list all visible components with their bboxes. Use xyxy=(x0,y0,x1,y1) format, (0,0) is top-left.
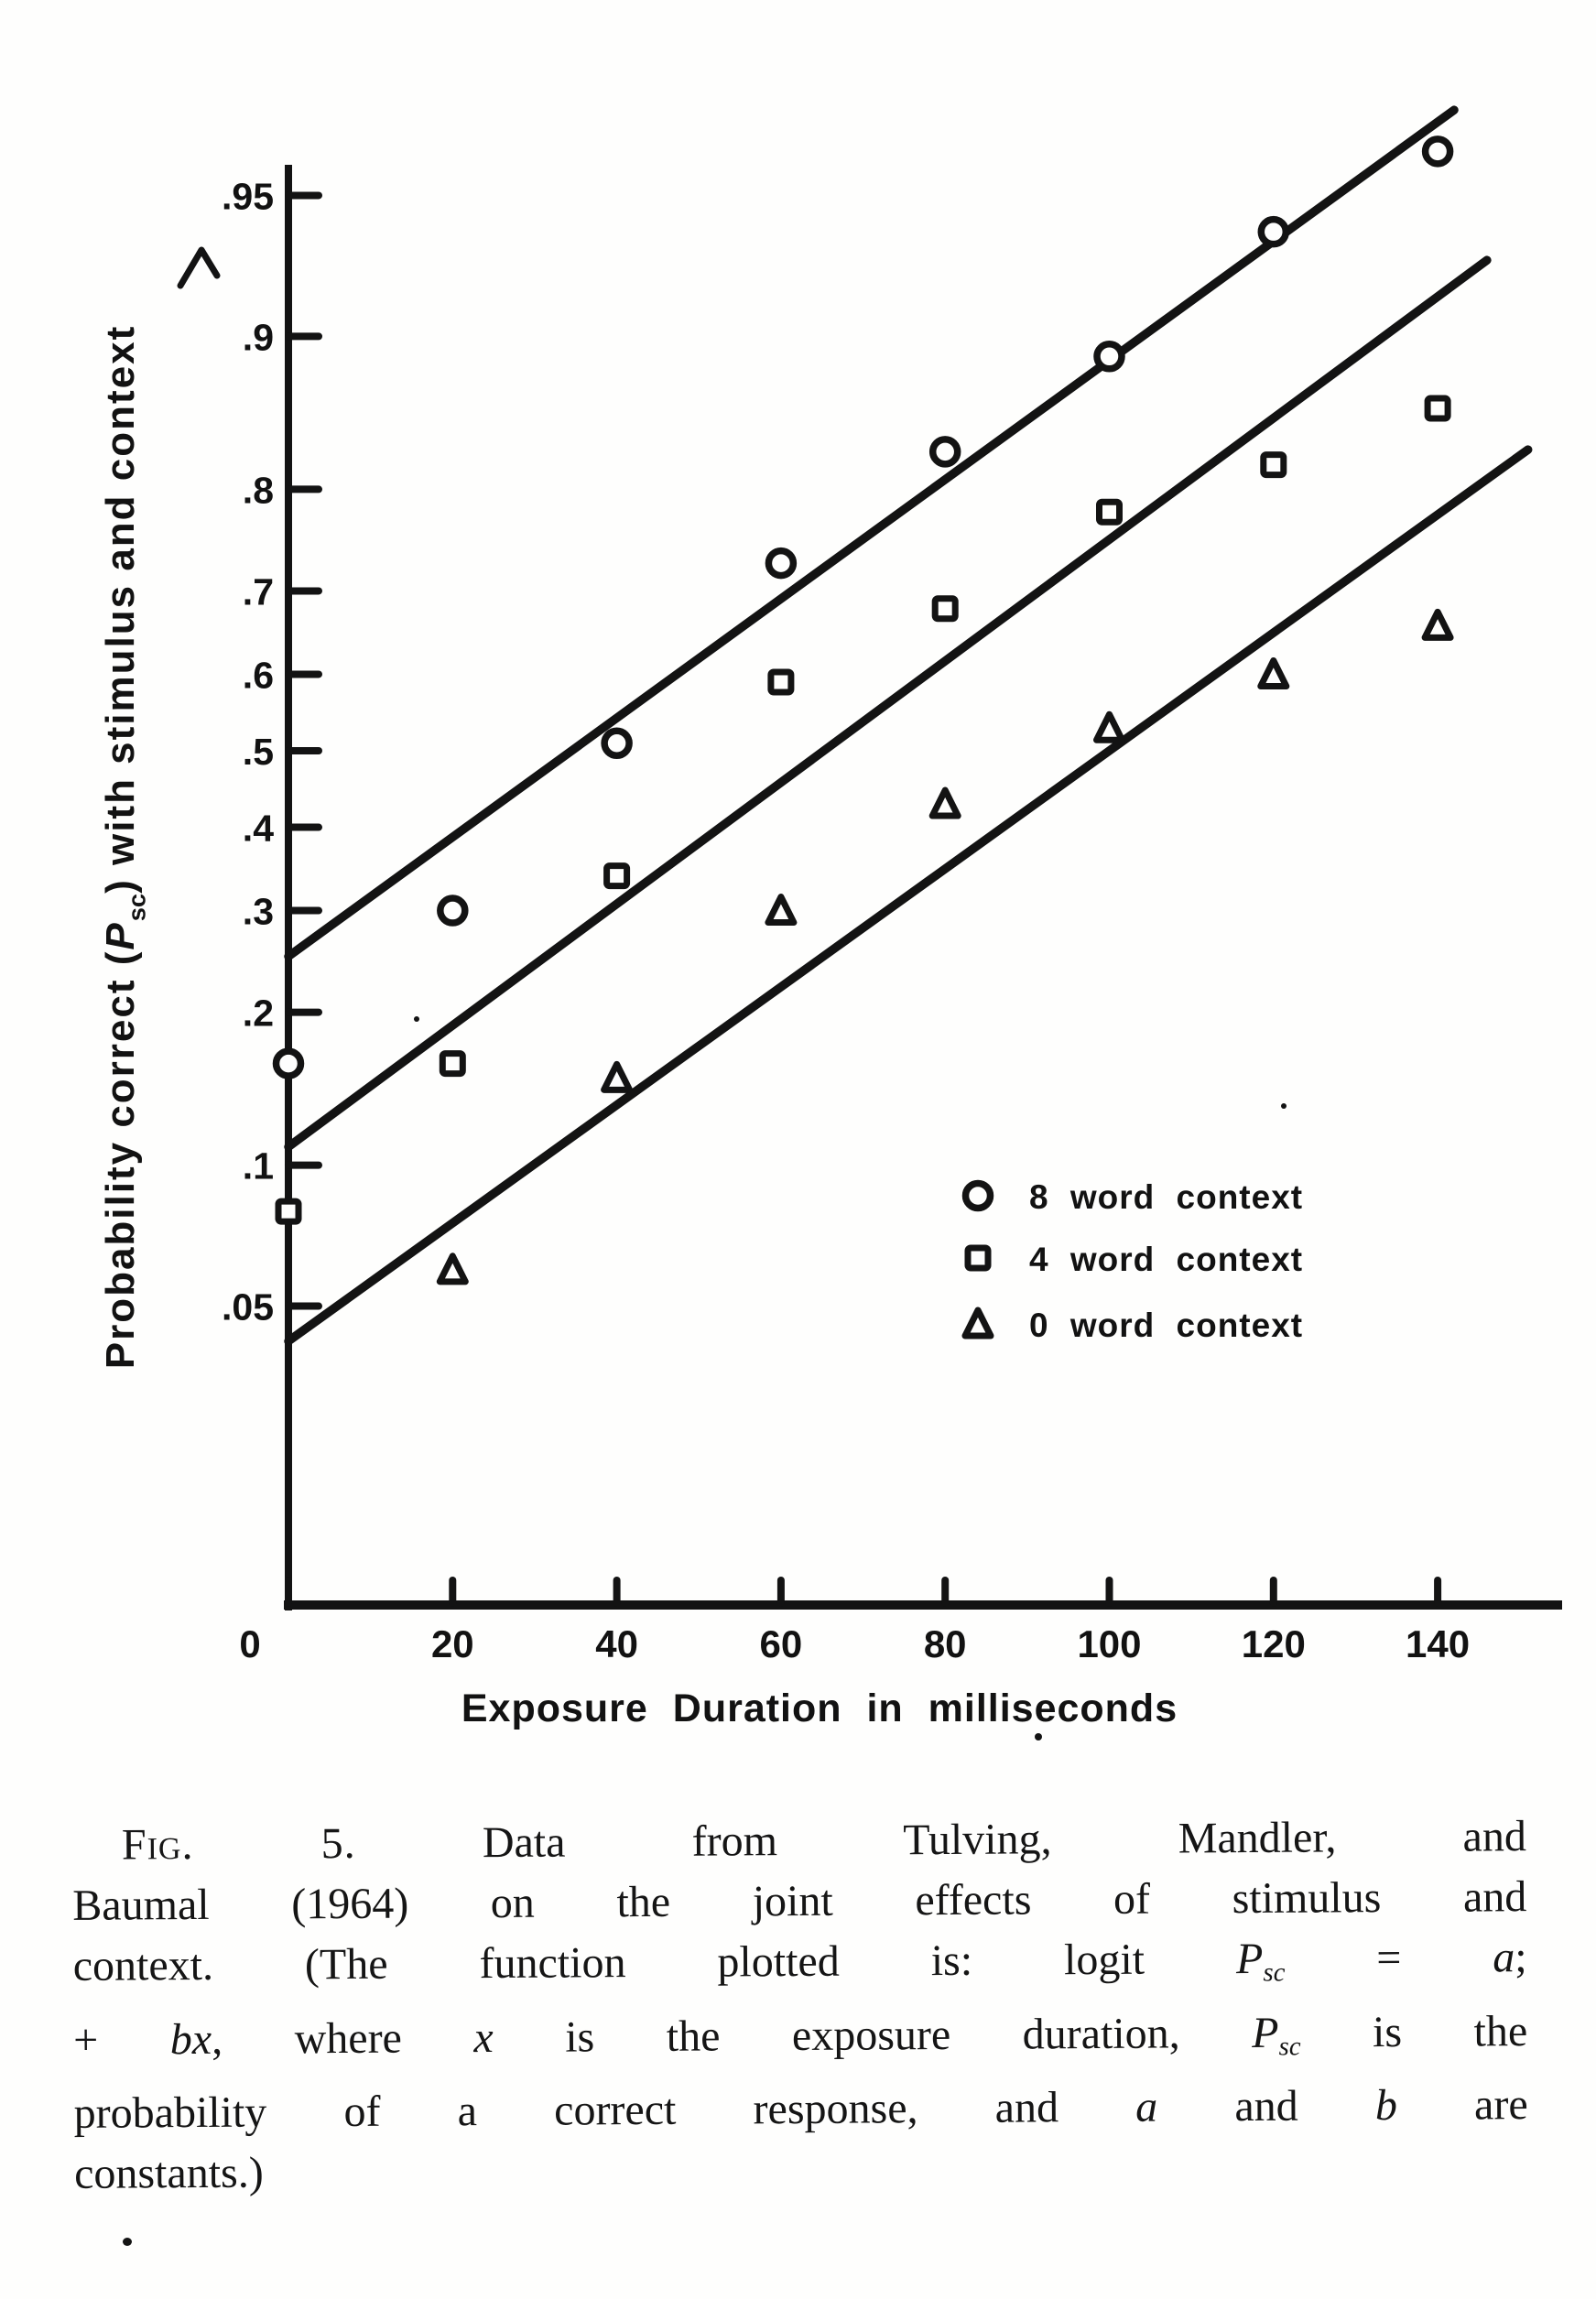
y-tick-label-.8: .8 xyxy=(242,469,274,512)
text-segment: constants.) xyxy=(73,2148,264,2199)
text-segment: + xyxy=(73,2014,170,2065)
fit-line-4-word-context xyxy=(288,260,1487,1146)
data-point-8-word-context-x40 xyxy=(604,731,629,755)
text-segment: = xyxy=(1285,1933,1493,1983)
y-axis-title xyxy=(98,206,149,1488)
data-point-4-word-context-x140 xyxy=(1428,398,1448,418)
y-tick-label-.95: .95 xyxy=(222,175,274,218)
y-tick-label-.4: .4 xyxy=(242,807,274,850)
scan-artifact-dot xyxy=(123,2238,132,2246)
data-point-0-word-context-x100 xyxy=(1097,714,1123,740)
data-point-4-word-context-x120 xyxy=(1264,455,1284,475)
x-tick-label-20: 20 xyxy=(430,1622,474,1665)
x-tick-label-100: 100 xyxy=(1077,1622,1142,1665)
legend-label-4-word-context: 4 word context xyxy=(1029,1241,1304,1278)
x-tick-label-80: 80 xyxy=(923,1622,967,1665)
scan-speck xyxy=(414,1016,419,1022)
text-segment: a xyxy=(1135,2082,1158,2132)
text-segment: Probability correct ( xyxy=(98,949,143,1370)
text-segment: ) with stimulus and context xyxy=(98,324,143,894)
text-segment: P xyxy=(1235,1934,1264,1984)
x-tick-label-40: 40 xyxy=(595,1622,638,1665)
data-point-0-word-context-x20 xyxy=(440,1256,465,1282)
caption-line xyxy=(74,2075,1528,2144)
figure-caption xyxy=(72,1806,1529,2205)
text-segment: and xyxy=(1157,2081,1376,2131)
data-point-8-word-context-x120 xyxy=(1261,220,1286,244)
text-segment: a xyxy=(1493,1933,1515,1982)
y-tick-label-.05: .05 xyxy=(222,1285,274,1328)
legend-square-icon xyxy=(968,1248,988,1268)
data-point-0-word-context-x120 xyxy=(1261,660,1287,686)
data-point-4-word-context-x100 xyxy=(1100,502,1120,522)
y-tick-label-.7: .7 xyxy=(242,570,274,613)
text-segment: b xyxy=(1374,2081,1398,2131)
data-point-8-word-context-x0 xyxy=(277,1051,301,1076)
caption-line xyxy=(73,1927,1527,2010)
text-segment: P xyxy=(98,921,143,950)
y-tick-label-.9: .9 xyxy=(242,316,274,359)
text-segment: x xyxy=(473,2012,494,2062)
data-point-0-word-context-x60 xyxy=(768,897,794,923)
text-segment: ; xyxy=(1515,1933,1527,1982)
data-point-8-word-context-x60 xyxy=(768,551,793,576)
fit-line-0-word-context xyxy=(288,450,1528,1341)
legend-circle-icon xyxy=(966,1184,991,1209)
data-point-8-word-context-x80 xyxy=(933,439,958,464)
caption-line xyxy=(72,1806,1526,1876)
y-tick-label-.5: .5 xyxy=(242,731,274,773)
y-tick-label-.1: .1 xyxy=(242,1144,274,1187)
data-point-8-word-context-x100 xyxy=(1097,344,1122,369)
text-segment: sc xyxy=(1278,2031,1301,2062)
text-segment: bx xyxy=(169,2014,212,2064)
data-point-4-word-context-x20 xyxy=(442,1054,462,1074)
x-tick-label-140: 140 xyxy=(1406,1622,1471,1665)
data-point-0-word-context-x80 xyxy=(932,790,958,816)
text-segment: probability of a correct response, and xyxy=(73,2083,1136,2139)
data-point-4-word-context-x60 xyxy=(771,672,791,692)
y-tick-label-.3: .3 xyxy=(242,890,274,933)
axis-arrowhead-icon xyxy=(180,250,217,286)
text-segment: are xyxy=(1396,2080,1528,2131)
x-axis-title: Exposure Duration in milliseconds xyxy=(461,1686,1178,1730)
scan-speck xyxy=(1035,1733,1042,1741)
text-segment: P xyxy=(1252,2008,1279,2057)
x-tick-label-120: 120 xyxy=(1241,1622,1306,1665)
legend-label-0-word-context: 0 word context xyxy=(1029,1307,1304,1344)
text-segment: is the xyxy=(1300,2006,1528,2057)
text-segment: , where xyxy=(211,2012,474,2064)
text-segment: sc xyxy=(122,893,151,922)
text-segment: sc xyxy=(1263,1957,1286,1988)
x-tick-label-0: 0 xyxy=(239,1622,261,1665)
text-segment: Data from Tulving, Mandler, and xyxy=(355,1812,1527,1868)
text-segment: Fig. 5. xyxy=(121,1818,356,1870)
legend-label-8-word-context: 8 word context xyxy=(1029,1178,1304,1216)
x-tick-label-60: 60 xyxy=(759,1622,803,1665)
data-point-0-word-context-x140 xyxy=(1425,612,1450,637)
caption-line xyxy=(73,2001,1527,2084)
text-segment: context. (The function plotted is: logit xyxy=(72,1935,1237,1990)
text-segment: Baumal (1964) on the joint effects of stimulus and xyxy=(72,1872,1527,1930)
data-point-8-word-context-x140 xyxy=(1426,139,1450,164)
data-point-0-word-context-x40 xyxy=(604,1064,630,1090)
text-segment: is the exposure duration, xyxy=(493,2008,1253,2062)
data-point-4-word-context-x40 xyxy=(607,866,627,886)
legend-triangle-icon xyxy=(965,1310,991,1336)
y-tick-label-.2: .2 xyxy=(242,992,274,1035)
y-tick-label-.6: .6 xyxy=(242,654,274,697)
caption-line xyxy=(72,1867,1526,1936)
caption-line xyxy=(74,2135,1528,2205)
scan-speck xyxy=(1281,1103,1287,1109)
data-point-8-word-context-x20 xyxy=(440,898,465,923)
data-point-4-word-context-x0 xyxy=(278,1201,299,1221)
data-point-4-word-context-x80 xyxy=(935,599,955,619)
